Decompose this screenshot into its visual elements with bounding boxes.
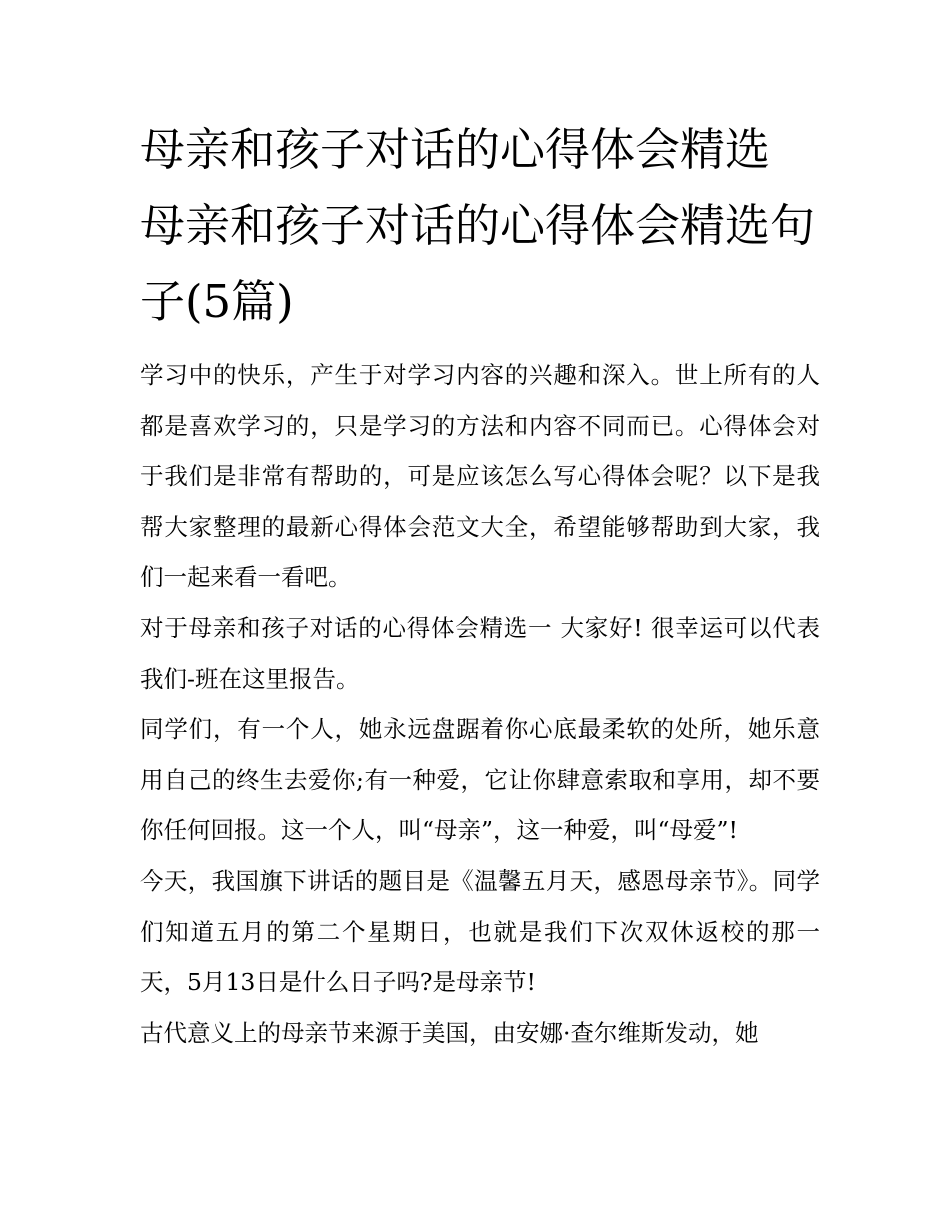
paragraph-speech-topic: 今天，我国旗下讲话的题目是《温馨五月天，感恩母亲节》。同学们知道五月的第二个星期日，也就是我们下次双休返校的那一天，5月13日是什么日子吗?是母亲节! <box>140 866 820 997</box>
paragraph-mothers-day-origin: 古代意义上的母亲节来源于美国，由安娜·查尔维斯发动，她 <box>140 1018 759 1047</box>
document-title: 母亲和孩子对话的心得体会精选 母亲和孩子对话的心得体会精选句子(5篇) <box>140 123 816 328</box>
paragraph-intro: 学习中的快乐，产生于对学习内容的兴趣和深入。世上所有的人都是喜欢学习的，只是学习的方法和内容不同而已。心得体会对于我们是非常有帮助的，可是应该怎么写心得体会呢？以下是我帮大家整理的最新心得体会范文大全，希望能够帮助到大家，我们一起来看一看吧。 <box>140 361 820 592</box>
paragraph-essay-one-opening: 对于母亲和孩子对话的心得体会精选一 大家好! 很幸运可以代表我们-班在这里报告。 <box>140 613 820 693</box>
document-body <box>140 112 820 1058</box>
paragraph-mother-love: 同学们，有一个人，她永远盘踞着你心底最柔软的处所，她乐意用自己的终生去爱你;有一种爱，它让你肆意索取和享用，却不要你任何回报。这一个人，叫“母亲”，这一种爱，叫“母爱”! <box>140 715 820 845</box>
